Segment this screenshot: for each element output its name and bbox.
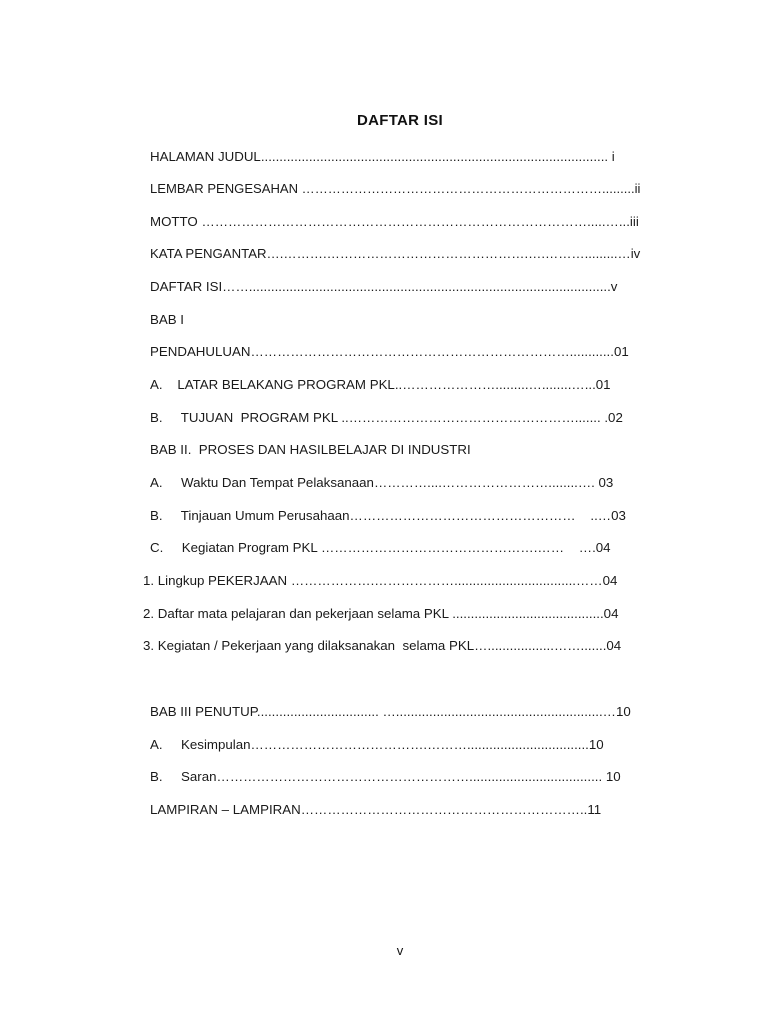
toc-entry-halaman-judul: HALAMAN JUDUL.............................................................................................. i	[150, 149, 615, 164]
page-number: v	[396, 943, 404, 958]
toc-entry-lingkup-pekerjaan: 1. Lingkup PEKERJAAN ……………….……………….................................……04	[143, 573, 618, 588]
toc-entry-tujuan: B. TUJUAN PROGRAM PKL ..……………………………………………....... .02	[150, 410, 623, 425]
toc-entry-saran: B. Saran………………………………………………….................................... 10	[150, 769, 621, 784]
toc-entry-lembar-pengesahan: LEMBAR PENGESAHAN …………………………………………………………….........ii	[150, 181, 641, 196]
toc-entry-motto: MOTTO …………………………………………………………………………….....…...iii	[150, 214, 639, 229]
toc-entry-daftar-isi: DAFTAR ISI……..................................................................................................v	[150, 279, 618, 294]
toc-entry-kegiatan-pekerjaan: 3. Kegiatan / Pekerjaan yang dilaksanakan selama PKL…..................…….......04	[143, 638, 622, 653]
toc-entry-pendahuluan: PENDAHULUAN………………………………………………………………............01	[150, 344, 629, 359]
toc-entry-lampiran: LAMPIRAN – LAMPIRAN………………………………………………………..11	[150, 802, 602, 817]
toc-entry-kegiatan-program: C. Kegiatan Program PKL ………………………………………….…… ….04	[150, 540, 611, 555]
document-title: DAFTAR ISI	[356, 112, 444, 129]
toc-entry-kata-pengantar: KATA PENGANTAR….……….……………………………………….….……….........…iv	[150, 246, 641, 261]
toc-entry-latar-belakang: A. LATAR BELAKANG PROGRAM PKL..………………….........…........…...01	[150, 377, 611, 392]
toc-heading-bab-2: BAB II. PROSES DAN HASILBELAJAR DI INDUSTRI	[150, 442, 471, 457]
toc-entry-daftar-mata-pelajaran: 2. Daftar mata pelajaran dan pekerjaan selama PKL .........................................04	[143, 606, 619, 621]
toc-entry-tinjauan-umum: B. Tinjauan Umum Perusahaan…………………………………………… ..…03	[150, 508, 626, 523]
toc-entry-kesimpulan: A. Kesimpulan………………………………….……….................................10	[150, 737, 604, 752]
toc-heading-bab-3: BAB III PENUTUP................................. …........................................................…10	[150, 704, 631, 719]
toc-heading-bab-1: BAB I	[150, 312, 184, 327]
toc-entry-waktu-tempat: A. Waktu Dan Tempat Pelaksanaan…………....……………………........…. 03	[150, 475, 614, 490]
